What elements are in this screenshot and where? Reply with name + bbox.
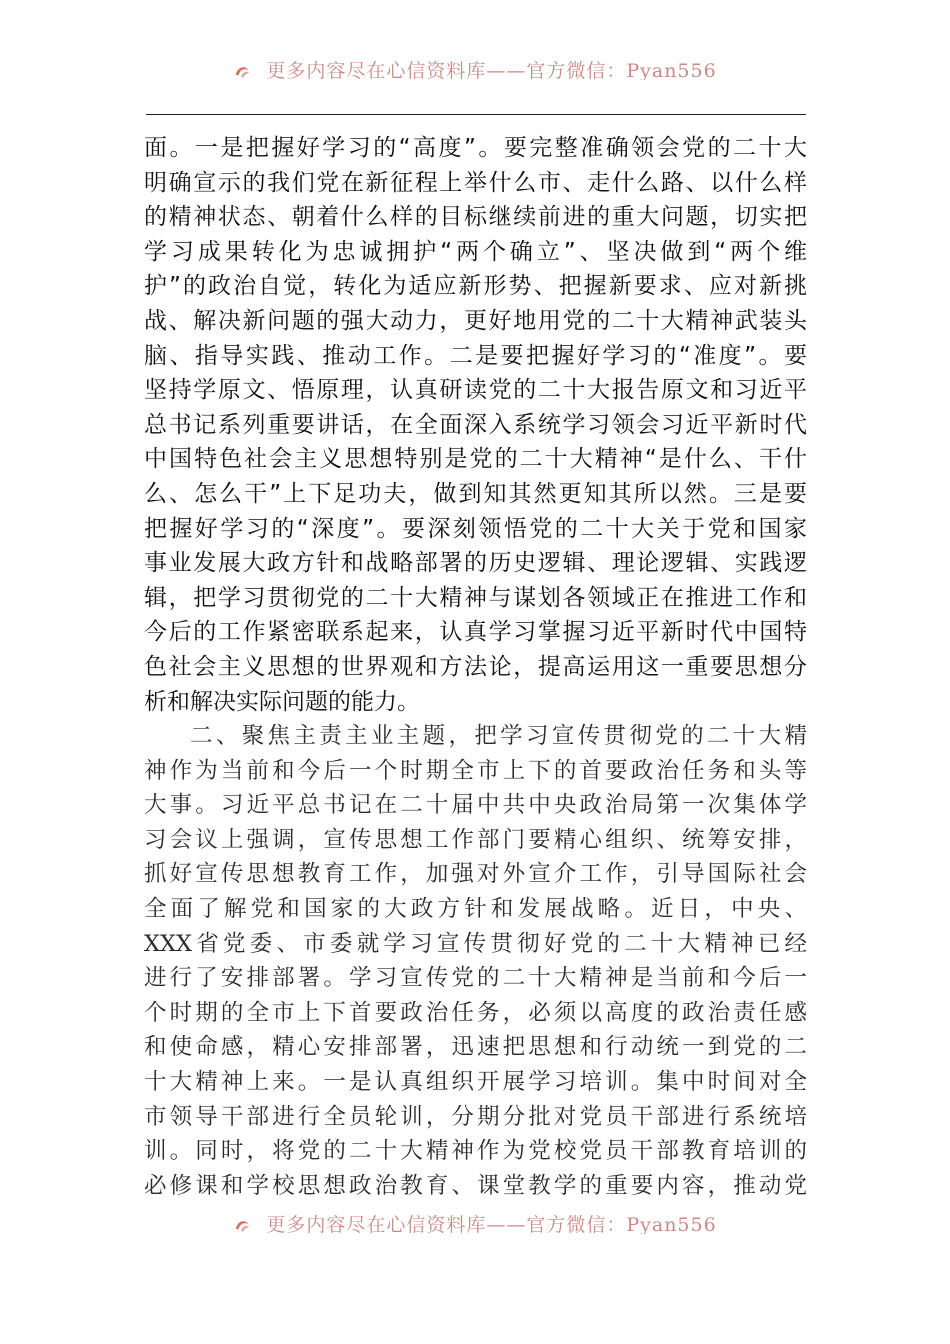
text-line: 析和解决实际问题的能力。 xyxy=(144,688,420,715)
watermark-logo-icon xyxy=(233,1216,251,1234)
watermark-logo-icon xyxy=(233,62,251,80)
text-line: 个时期的全市上下首要政治任务，必须以高度的政治责任感 xyxy=(144,999,807,1026)
text-line: 坚持学原文、悟原理，认真研读党的二十大报告原文和习近平 xyxy=(144,377,807,404)
watermark-text: 更多内容尽在心信资料库——官方微信：Pyan556 xyxy=(266,60,717,80)
document-body xyxy=(144,131,807,1203)
section-heading-line: 二、聚焦主责主业主题，把学习宣传贯彻党的二十大精 xyxy=(190,723,807,750)
text-line: 必修课和学校思想政治教育、课堂教学的重要内容，推动党 xyxy=(144,1172,807,1199)
text-line: 中国特色社会主义思想特别是党的二十大精神“是什么、干什 xyxy=(144,446,807,473)
text-line: 训。同时，将党的二十大精神作为党校党员干部教育培训的 xyxy=(144,1138,807,1165)
text-line: 总书记系列重要讲话，在全面深入系统学习领会习近平新时代 xyxy=(144,411,807,438)
text-line: 把握好学习的“深度”。要深刻领悟党的二十大关于党和国家 xyxy=(144,515,807,542)
text-line: 抓好宣传思想教育工作，加强对外宣介工作，引导国际社会 xyxy=(144,861,807,888)
text-line: 辑，把学习贯彻党的二十大精神与谋划各领域正在推进工作和 xyxy=(144,584,807,611)
text-line: 么、怎么干”上下足功夫，做到知其然更知其所以然。三是要 xyxy=(144,480,807,507)
watermark-header xyxy=(0,56,950,80)
text-line: 市领导干部进行全员轮训，分期分批对党员干部进行系统培 xyxy=(144,1103,807,1130)
text-line: 学习成果转化为忠诚拥护“两个确立”、坚决做到“两个维 xyxy=(144,238,807,265)
text-line: 色社会主义思想的世界观和方法论，提高运用这一重要思想分 xyxy=(144,653,807,680)
text-line: 脑、指导实践、推动工作。二是要把握好学习的“准度”。要 xyxy=(144,342,807,369)
text-line: 十大精神上来。一是认真组织开展学习培训。集中时间对全 xyxy=(144,1069,807,1096)
watermark-text: 更多内容尽在心信资料库——官方微信：Pyan556 xyxy=(266,1214,717,1234)
text-line: 的精神状态、朝着什么样的目标继续前进的重大问题，切实把 xyxy=(144,204,807,231)
text-line: 大事。习近平总书记在二十届中共中央政治局第一次集体学 xyxy=(144,792,807,819)
header-rule xyxy=(146,114,806,115)
text-line: 战、解决新问题的强大动力，更好地用党的二十大精神武装头 xyxy=(144,307,807,334)
text-line: 全面了解党和国家的大政方针和发展战略。近日，中央、 xyxy=(144,896,807,923)
text-line: 和使命感，精心安排部署，迅速把思想和行动统一到党的二 xyxy=(144,1034,807,1061)
text-line: 事业发展大政方针和战略部署的历史逻辑、理论逻辑、实践逻 xyxy=(144,550,807,577)
watermark-footer xyxy=(0,1210,950,1234)
text-line: 明确宣示的我们党在新征程上举什么市、走什么路、以什么样 xyxy=(144,169,807,196)
text-line: 习会议上强调，宣传思想工作部门要精心组织、统筹安排， xyxy=(144,826,807,853)
text-line: 面。一是把握好学习的“高度”。要完整准确领会党的二十大 xyxy=(144,135,807,161)
text-line: 今后的工作紧密联系起来，认真学习掌握习近平新时代中国特 xyxy=(144,619,807,646)
text-line: 进行了安排部署。学习宣传党的二十大精神是当前和今后一 xyxy=(144,965,807,992)
text-line: 护”的政治自觉，转化为适应新形势、把握新要求、应对新挑 xyxy=(144,273,807,300)
text-line: 神作为当前和今后一个时期全市上下的首要政治任务和头等 xyxy=(144,757,807,784)
text-line: XXX省党委、市委就学习宣传贯彻好党的二十大精神已经 xyxy=(144,930,807,957)
